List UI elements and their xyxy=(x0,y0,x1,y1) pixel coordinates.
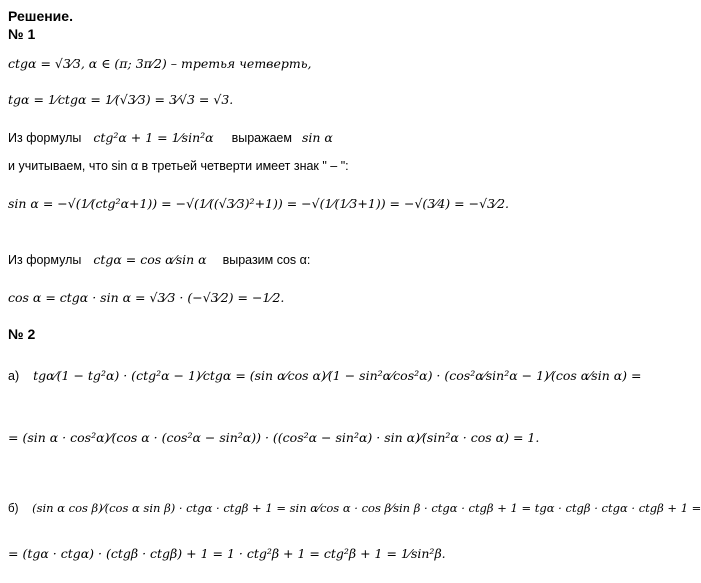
task2-label: № 2 xyxy=(8,326,36,342)
part-a-line2: = (sin α · cos²α)⁄(cos α · (cos²α − sin²α)) · ((cos²α − sin²α) · sin α)⁄(sin²α · cos α) = 1. xyxy=(8,430,540,445)
part-a-expr1: tgα⁄(1 − tg²α) · (ctg²α − 1)⁄ctgα = (sin α⁄cos α)⁄(1 − sin²α⁄cos²α) · (cos²α⁄sin²α − 1)⁄(cos α⁄sin α) = xyxy=(33,368,642,383)
ctg-identity: ctg²α + 1 = 1⁄sin²α xyxy=(93,130,214,145)
sign-note: и учитываем, что sin α в третьей четверти имеет знак " – ": xyxy=(8,159,349,173)
formula2-tail: выразим cos α: xyxy=(222,253,311,267)
given-line: ctgα = √3⁄3, α ∈ (π; 3π⁄2) – третья четверть, xyxy=(8,56,312,71)
part-b-expr1: (sin α cos β)⁄(cos α sin β) · ctgα · ctgβ + 1 = sin α⁄cos α · cos β⁄sin β · ctgα · ctgβ + 1 = tgα · ctgβ · ctgα · ctgβ + 1 = xyxy=(32,501,701,515)
cos-calc-line: cos α = ctgα · sin α = √3⁄3 · (−√3⁄2) = −1⁄2. xyxy=(8,290,285,305)
ctg-definition: ctgα = cos α⁄sin α xyxy=(93,252,207,267)
formula-line xyxy=(8,130,333,146)
part-b-line1 xyxy=(8,500,701,517)
part-b-line2: = (tgα · ctgα) · (ctgβ · ctgβ) + 1 = 1 · ctg²β + 1 = ctg²β + 1 = 1⁄sin²β. xyxy=(8,546,446,561)
formula-intro-2: выражаем xyxy=(231,131,292,145)
tg-calc-line: tgα = 1⁄ctgα = 1⁄(√3⁄3) = 3⁄√3 = √3. xyxy=(8,92,234,107)
formula2-intro: Из формулы xyxy=(8,253,82,267)
part-a-line1 xyxy=(8,368,642,384)
part-a-label: а) xyxy=(8,369,20,383)
formula-intro: Из формулы xyxy=(8,131,82,145)
part-b-label: б) xyxy=(8,503,19,515)
solution-heading: Решение. xyxy=(8,8,73,24)
sin-target: sin α xyxy=(301,130,333,145)
task1-label: № 1 xyxy=(8,26,36,42)
sin-calc-line: sin α = −√(1⁄(ctg²α+1)) = −√(1⁄((√3⁄3)²+1)) = −√(1⁄(1⁄3+1)) = −√(3⁄4) = −√3⁄2. xyxy=(8,196,510,211)
formula2-line xyxy=(8,252,310,268)
